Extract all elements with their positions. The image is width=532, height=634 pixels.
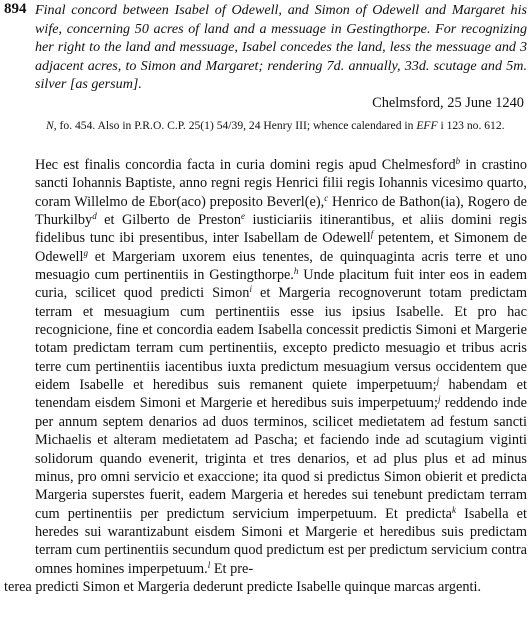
latin-segment: habendam et tenendam eisdem Simoni et Margerie et heredibus suis imperpetuum; xyxy=(35,377,527,412)
note-marker: g xyxy=(83,247,88,258)
note-marker: b xyxy=(455,156,461,166)
entry-summary: Final concord between Isabel of Odewell, and Simon of Odewell and Margaret his wife, concerning 50 acres of land and a messuage in Gestingthorpe. For recognizing her right to the land and messuage, Isabel concedes the land, less the messuage and 3 adjacent acres, to Simon and Margaret; rendering 7d. annually, 33d. scutage and 5m. silver [as gersum]. xyxy=(35,2,527,93)
latin-segment: Henrico de Bathon(ia), Rogero de Thurkilby xyxy=(35,193,527,229)
latin-segment: in crastino sancti Iohannis Baptiste, anno regni regis Henrici filii regis Iohannis vicesimo quarto, coram Willelmo de Ebor(aco) preposito Beverl(e), xyxy=(35,157,527,210)
latin-segment: Isabella et heredes sui warantizabunt eisdem Simoni et Margerie et heredibus suis predictam terram cum pertinentiis secundum quod predictum est per predictum servicium contra omnes homines imperpetuum. xyxy=(35,505,527,577)
latin-segment: Hec est finalis concordia facta in curia domini regis apud Chelmesford xyxy=(35,157,456,173)
note-marker: k xyxy=(451,504,456,515)
latin-segment: et Gilberto de Preston xyxy=(96,212,241,229)
place-date: Chelmsford, 25 June 1240 xyxy=(372,95,524,111)
latin-segment: et Margeria recognoverunt totam predictam terram et mesuagium cum pertinentiis esse ius ipsius Isabelle. Et pro hac recognicione, fine et concordia eadem Isabella concessit predictis Simoni et Margerie totam predictam terram cum pertinentiis, excepto predicto mesuagio et tribus acris terre cum pertinentiis iacentibus iuxta predictum mesuagium versus occidentem que eidem Isabelle et heredibus suis remanent quiete imperpetuum; xyxy=(35,285,527,394)
latin-segment: reddendo inde per annum septem denarios ad duos terminos, scilicet medietatem ad festum sancti Michaelis et alteram medietatem ad Pascha; et faciendo inde ad scutagium viginti solidorum quando evenerit, triginta et tres denarios, et ad plus plus et ad minus minus, pro omni servicio et exaccione; ita quod si predictus Simon obierit et predicta Margeria superstes fuerit, eadem Margeria et heredes sui tenebunt predictam terram cum pertinentiis per predictum servicium imperpetuum. Et predicta xyxy=(35,395,527,522)
citation-ref: EFF xyxy=(416,119,438,132)
citation-text-1: , fo. 454. Also in P.R.O. C.P. 25(1) 54/39, 24 Henry III; whence calendared in xyxy=(53,119,417,132)
note-marker: j xyxy=(437,394,441,405)
note-marker: h xyxy=(293,266,299,277)
entry-number: 894 xyxy=(4,1,27,17)
latin-segment-outdented: terea predicti Simon et Margeria dederunt predicte Isabelle quinque marcas argenti. xyxy=(4,578,482,595)
latin-segment: iusticiariis itinerantibus, et aliis domini regis fidelibus tunc ibi presentibus, inter Isabellam de Odewell xyxy=(35,212,527,247)
latin-text xyxy=(4,156,528,596)
note-marker: e xyxy=(241,211,245,222)
note-marker: c xyxy=(324,192,329,203)
note-marker: j xyxy=(436,376,440,387)
note-marker: l xyxy=(207,559,211,570)
note-marker: f xyxy=(370,229,374,240)
citation-prefix: N xyxy=(46,119,54,132)
note-marker: d xyxy=(92,211,97,222)
note-marker: i xyxy=(249,284,252,295)
latin-segment: Unde placitum fuit inter eos in eadem curia, scilicet quod predicti Simon xyxy=(35,267,527,302)
latin-segment: petentem, et Simonem de Odewell xyxy=(35,230,528,265)
latin-segment: Et pre- xyxy=(210,560,254,577)
latin-segment: et Margeriam uxorem eius tenentes, de quinquaginta acris terre et uno mesuagio cum pertinentiis in Gestingthorpe. xyxy=(35,248,527,284)
citation-text-2: i 123 no. 612. xyxy=(437,119,505,132)
source-citation xyxy=(34,118,528,134)
